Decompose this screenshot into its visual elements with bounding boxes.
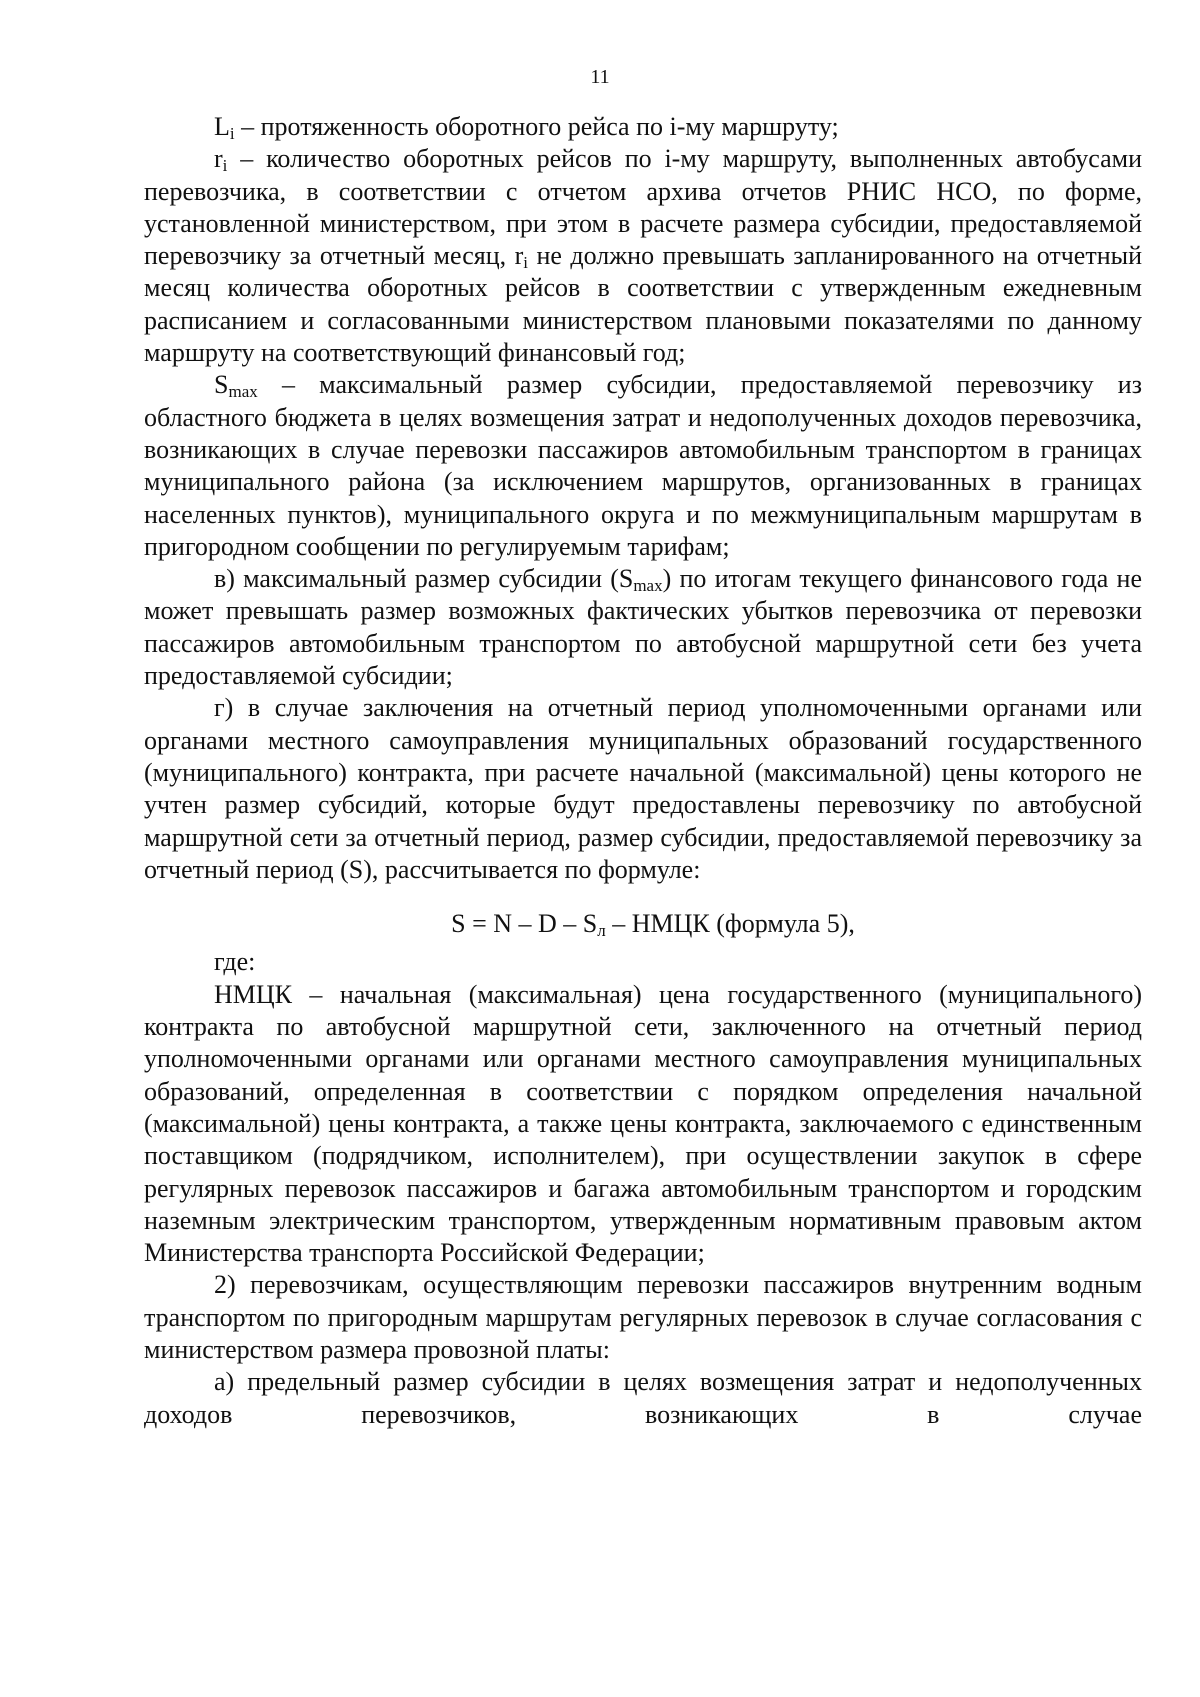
symbol-l: L [214,112,230,141]
subscript-max: max [228,382,258,402]
symbol-r: r [514,241,524,271]
paragraph-text: – протяженность оборотного рейса по i-му маршруту; [234,112,839,141]
formula-5 [144,908,1142,940]
document-body [144,111,1142,1431]
paragraph-text: не должно превышать запланированного на отчетный месяц количества оборотных рейсов в соответствии с утвержденным ежедневным расписанием и согласованными министерством плановыми показателями по данному маршруту на соответствующий финансовый год; [144,241,1142,368]
subscript-i: i [523,253,528,273]
paragraph-where: где: [214,947,256,977]
subscript-max: max [633,576,663,596]
paragraph-item-a: а) предельный размер субсидии в целях возмещения затрат и недополученных доходов перевозчиков, возникающих в случае [144,1367,1142,1429]
paragraph-text: – количество оборотных рейсов по i-му маршруту, выполненных автобусами перевозчика, в соответствии с отчетом архива отчетов РНИС НСО, по форме, установленной министерством, при этом в расчете размера субсидии, предоставляемой перевозчику за отчетный месяц, [144,144,1142,271]
page-number: 11 [590,66,610,88]
paragraph-smax-definition [144,369,1142,563]
paragraph-text: в) максимальный размер субсидии (S [214,564,634,594]
subscript-l: л [597,921,606,941]
paragraph-item-2: 2) перевозчикам, осуществляющим перевозки пассажиров внутренним водным транспортом по пригородным маршрутам регулярных перевозок в случае согласования с министерством размера провозной платы: [144,1270,1142,1364]
paragraph-item-g [144,692,1142,886]
paragraph-li-definition [144,111,1142,143]
formula-text: S = N – D – S [451,909,598,939]
symbol-s: S [214,370,229,400]
paragraph-ri-definition [144,143,1142,369]
paragraph-text: г) в случае заключения на отчетный период уполномоченными органами или органами местного самоуправления муниципальных образований государственного (муниципального) контракта, при расчете начальной (максимальной) цены которого не учтен размер субсидий, которые будут предоставлены перевозчику по автобусной маршрутной сети за отчетный период, размер субсидии, предоставляемой перевозчику за отчетный период (S), рассчитывается по формуле: [144,693,1142,884]
paragraph-text: – максимальный размер субсидии, предоставляемой перевозчику из областного бюджета в целях возмещения затрат и недополученных доходов перевозчика, возникающих в случае перевозки пассажиров автомобильным транспортом в границах муниципального района (за исключением маршрутов, организованных в границах населенных пунктов), муниципального округа и по межмуниципальным маршрутам в пригородном сообщении по регулируемым тарифам; [144,370,1142,561]
symbol-r: r [214,144,223,174]
paragraph-nmck-definition: НМЦК – начальная (максимальная) цена государственного (муниципального) контракта по автобусной маршрутной сети, заключенного на отчетный период уполномоченными органами или органами местного самоуправления муниципальных образований, определенная в соответствии с порядком определения начальной (максимальной) цены контракта, а также цены контракта, заключаемого с единственным поставщиком (подрядчиком, исполнителем), при осуществлении закупок в сфере регулярных перевозок пассажиров и багажа автомобильным транспортом и городским наземным электрическим транспортом, утвержденным нормативным правовым актом Министерства транспорта Российской Федерации; [144,979,1142,1268]
subscript-i: i [229,124,235,143]
formula-text: – НМЦК (формула 5), [605,909,855,939]
paragraph-text: ) по итогам текущего финансового года не может превышать размер возможных фактических убытков перевозчика от перевозки пассажиров автомобильным транспортом по автобусной маршрутной сети без учета предоставляемой субсидии; [144,564,1142,691]
subscript-i: i [222,156,228,176]
paragraph-item-v [144,563,1142,692]
